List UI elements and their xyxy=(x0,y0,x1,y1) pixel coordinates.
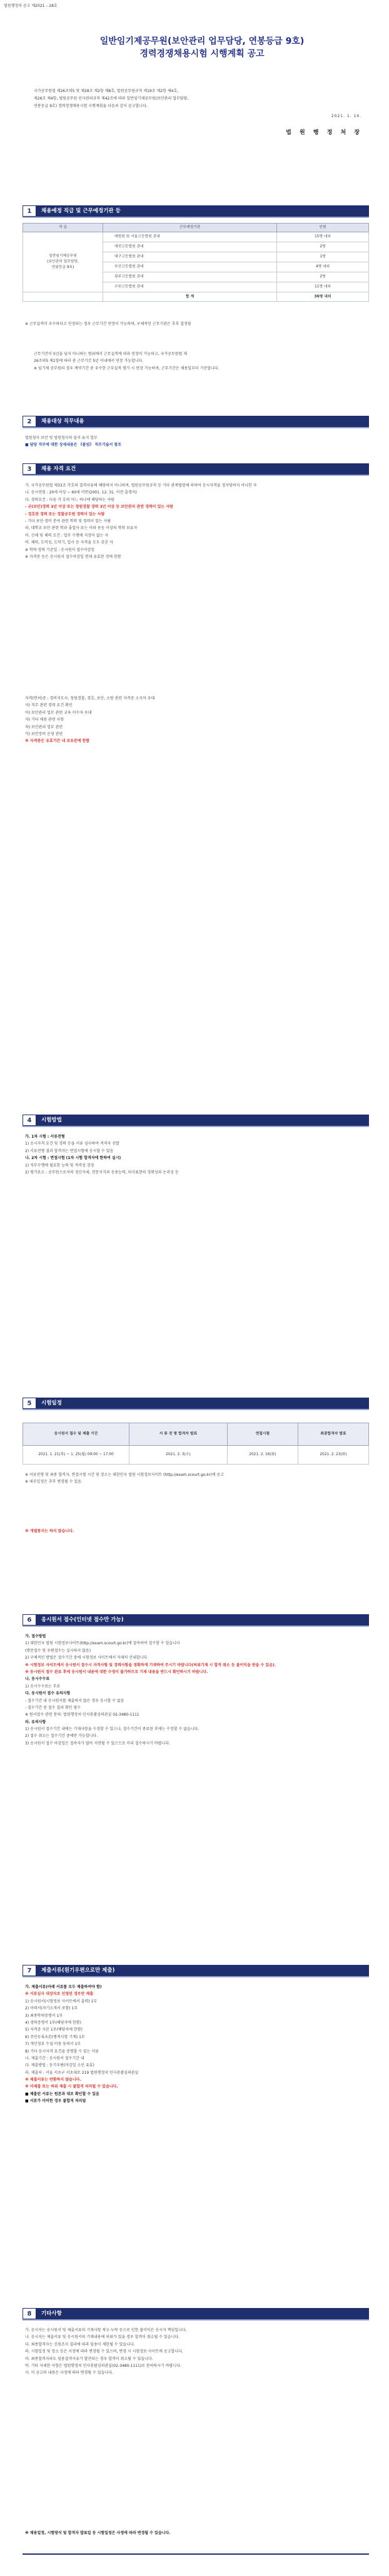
grade-line: 연봉등급 9호) xyxy=(51,265,74,270)
section-number: 3 xyxy=(23,463,36,475)
count-cell: 2명 xyxy=(277,272,369,282)
section-label: 제출서류(원기우편으로만 제출) xyxy=(41,1967,115,1974)
agency-cell: 광주고등법원 관내 xyxy=(103,272,277,282)
s5-notice: ※ 개별통지는 하지 않습니다. xyxy=(25,1529,74,1533)
s3-qual-line: ※ 자격증은 유효기간 내 보유분에 한함 xyxy=(25,739,90,744)
s3-line: 다. 경력요건 : 다음 각 호의 어느 하나에 해당하는 사람 xyxy=(25,497,114,502)
s6-line: 라. 유의사항 xyxy=(25,1719,46,1724)
s1-paragraph xyxy=(34,351,369,372)
intro-line: 제26조 제4항, 법원공무원 인사관리규칙 제42조에 따라 일반임기제공무원(보안관리 업무담당, xyxy=(34,96,189,101)
agency-cell: 대법원 및 서울고등법원 관내 xyxy=(103,232,277,242)
s2-line: ■ 담당 직무에 대한 상세내용은 《붙임》 직무기술서 참조 xyxy=(25,443,122,448)
th-document-result: 서 류 전 형 합격자 발표 xyxy=(129,1423,228,1446)
s8-body xyxy=(25,2327,369,2377)
s6-line: - 접수기간 중 접수 결과 확인 필수 xyxy=(25,1705,81,1710)
section-header-7 xyxy=(23,1965,369,1977)
title-line-1: 일반임기제공무원(보안관리 업무담당, 연봉등급 9호) xyxy=(99,36,305,46)
s3-qualification xyxy=(25,695,369,745)
s6-line: 2) 구체적인 방법은 접수기간 중에 시험정보 사이트에서 자세히 안내합니다. xyxy=(25,1656,149,1661)
section-label: 채용예정 직급 및 근무예정기관 등 xyxy=(41,208,121,214)
count-cell: 11명 내외 xyxy=(277,282,369,292)
s8-line: 마. 최종합격자라도 임용결격사유가 발견되는 경우 합격이 취소될 수 있습니다. xyxy=(25,2356,153,2361)
s6-line: - 접수기간 내 응시원서를 제출하지 않은 경우 응시할 수 없음 xyxy=(25,1698,124,1703)
count-cell: 4명 내외 xyxy=(277,262,369,272)
s3-qual-line: 자격(면허)증 : 경비지도사, 청원경찰, 경호, 보안, 소방 관련 자격증 소지자 우대 xyxy=(25,696,155,701)
s3-line: - 경호관 경력 또는 경찰공무원 경력이 있는 사람 xyxy=(25,512,105,517)
table-row xyxy=(23,1446,369,1465)
notice-number: 법원행정처 공고 제2021 – 28호 xyxy=(4,4,58,8)
s4-line: 가. 1차 시험 : 서류전형 xyxy=(25,1135,65,1139)
total-row xyxy=(23,292,369,302)
s7-line: 8) 기타 응시자격 요건을 증명할 수 있는 서류 xyxy=(25,2049,99,2054)
schedule-cell: 2021. 2. 16(화) xyxy=(227,1446,298,1465)
s3-line: ※ 학력·경력 기준일 : 응시원서 접수마감일 xyxy=(25,547,95,552)
schedule-cell: 2021. 2. 23(화) xyxy=(298,1446,368,1465)
section-header-4 xyxy=(23,1115,369,1127)
s7-line: 7) 개인정보 수집·이용 동의서 1부 xyxy=(25,2042,81,2047)
intro-line: 연봉등급 9호) 경력경쟁채용시험 시행계획을 다음과 같이 공고합니다. xyxy=(34,104,148,108)
s7-line: 5) 자격증 사본 1부(해당자에 한함) xyxy=(25,2027,83,2032)
section-label: 시험방법 xyxy=(41,1117,62,1123)
section-number: 6 xyxy=(23,1614,36,1625)
grade-cell xyxy=(23,232,103,292)
section-number: 1 xyxy=(23,205,36,217)
s7-line: ※ 제출서류는 반환하지 않습니다. xyxy=(25,2078,81,2083)
s7-line: 1) 응시원서(시험정보 사이트에서 출력) 1부 xyxy=(25,1999,98,2004)
s1-line: ※ 임기제 공무원의 경우 계약기간 중 우수한 근무실적 평가 시 연장 가능하며, 근무기간은 채용일부터 기산합니다. xyxy=(34,366,220,371)
schedule-cell: 2021. 2. 3(수) xyxy=(129,1446,228,1465)
section-label: 응시원서 접수(인터넷 접수만 가능) xyxy=(41,1617,124,1623)
s7-line: 라. 제출처 : 서울 서초구 서초대로 219 법원행정처 인사총괄심의관실 xyxy=(25,2070,139,2075)
s3-line: ※ 자격증 등은 응시원서 접수마감일 현재 유효한 것에 한함 xyxy=(25,554,121,559)
s4-body xyxy=(25,1133,369,1176)
section-label: 시험일정 xyxy=(41,1400,62,1406)
th-agency: 근무예정기관 xyxy=(103,224,277,232)
s7-body xyxy=(25,1984,369,2105)
section-label: 기타사항 xyxy=(41,2311,62,2317)
positions-table xyxy=(23,223,369,302)
s5-notes xyxy=(25,1471,369,1486)
agency-cell: 대구고등법원 관내 xyxy=(103,252,277,262)
s6-line: 3) 응시원서 접수 마감일은 접속자가 많아 지연될 수 있으므로 미리 접수하시기 바랍니다. xyxy=(25,1741,170,1746)
count-cell: 2명 xyxy=(277,242,369,252)
s3-line: 바. 체력, 도덕성, 도덕기, 입사 등 자격을 모두 갖춘 자 xyxy=(25,540,113,545)
s8-line: 가. 응시자는 응시원서 및 제출서류의 기재사항 착오·누락 등으로 인한 불이익은 응시자 책임입니다. xyxy=(25,2328,187,2332)
th-interview: 면접시험 xyxy=(227,1423,298,1446)
section-label: 채용대상 직무내용 xyxy=(41,418,84,425)
section-header-3 xyxy=(23,463,369,476)
s3-qual-line: 카) 보안장비 운영 관련 xyxy=(25,731,63,736)
schedule-table xyxy=(23,1423,369,1465)
s3-line: 마. 신체 및 체력 조건 : 업무 수행에 지장이 없는 자 xyxy=(25,533,109,538)
s3-qual-line: 차) 보안관리 업무 관련 xyxy=(25,724,63,729)
count-cell: 1명 xyxy=(277,252,369,262)
s7-line: 가. 제출서류(아래 서류를 모두 제출하여야 함) xyxy=(25,1985,102,1989)
agency-cell: 대전고등법원 관내 xyxy=(103,242,277,252)
count-cell: 15명 내외 xyxy=(277,232,369,242)
s5-note: ※ 서류전형 및 최종 합격자, 면접시험 시간 및 장소는 대한민국 법원 시험정보사이트 (http://exam.scourt.go.kr)에 공고 xyxy=(25,1473,224,1477)
s7-line: 3) 최종학력증명서 1부 xyxy=(25,2013,63,2018)
section-number: 8 xyxy=(23,2308,36,2319)
s6-line: (방문접수 및 우편접수는 실시하지 않음) xyxy=(25,1648,91,1653)
s1-line: 근무기간이 5년을 넘지 아니하는 범위에서 근무실적에 따라 연장이 가능하고, 국가공무원법 제 xyxy=(34,352,188,356)
total-count: 36명 내외 xyxy=(277,292,369,302)
s3-line: 라. 대학교 보안 관련 학과 졸업자 또는 이와 동등 이상의 학력 보유자 xyxy=(25,526,138,531)
agency-cell: 수원고등법원 관내 xyxy=(103,282,277,292)
s7-line: ■ 서류가 미비한 경우 불합격 처리됨 xyxy=(25,2099,86,2104)
s3-qual-line: 사) 직무 관련 경력 요건 확인 xyxy=(25,703,73,708)
s3-qual-line: 자) 기타 채용 관련 사항 xyxy=(25,718,64,723)
s6-line: ※ 시험정보 사이트에서 응시원서 접수시 자격사항 및 경력사항을 정확하게 기재하여 주시기 바랍니다(허위기재 시 합격 취소 등 불이익을 받을 수 있음). xyxy=(25,1662,276,1667)
s6-line: 가. 접수방법 xyxy=(25,1634,46,1639)
title-line-2: 경력경쟁채용시험 시행계획 공고 xyxy=(139,49,265,59)
s8-line: 라. 시험일정 및 장소 등은 사정에 따라 변경될 수 있으며, 변경 시 시험정보 사이트에 공고합니다. xyxy=(25,2349,183,2354)
s6-body xyxy=(25,1633,369,1747)
s3-line: - 기타 보안·경비 분야 관련 학력 및 경력이 있는 사람 xyxy=(25,518,111,523)
closing-note: ※ 채용일정, 시험방식 및 합격자 발표일 등 시험일정은 사정에 따라 변경될 수 있습니다. xyxy=(25,2531,171,2535)
s8-line: 바. 기타 자세한 사항은 법원행정처 인사총괄심의관실(02-3480-1111)로 문의하시기 바랍니다. xyxy=(25,2363,181,2368)
section-header-1 xyxy=(23,205,369,218)
notice-title xyxy=(74,35,330,61)
s8-line: 나. 응시자는 제출서류 및 응시원서의 기재내용에 허위가 있을 경우 합격이 취소될 수 있습니다. xyxy=(25,2335,179,2340)
th-application: 응시원서 접수 및 제출 기간 xyxy=(23,1423,129,1446)
total-label: 합 계 xyxy=(103,292,277,302)
s4-line: 1) 직무수행에 필요한 능력 및 적격성 검정 xyxy=(25,1163,94,1168)
s6-line: 1) 대한민국 법원 시험정보사이트(http://exam.scourt.go.kr)에 접속하여 접수할 수 있습니다 xyxy=(25,1641,180,1646)
section-number: 5 xyxy=(23,1398,36,1409)
s7-line: 다. 제출방법 : 등기우편(마감일 소인 유효) xyxy=(25,2063,94,2068)
intro-paragraph xyxy=(34,88,371,110)
s1-line: 26조의5 제1항에 따라 총 근무기간 5년 이내에서 연장 가능합니다. xyxy=(34,359,144,364)
s1-note: ※ 근무실적이 우수하다고 인정되는 경우 근무기간 연장이 가능하며, 구체적인 근무기관은 추후 결정됨 xyxy=(25,322,191,326)
s2-body xyxy=(25,435,369,449)
s6-line: 다. 응시원서 접수 유의사항 xyxy=(25,1691,71,1696)
th-grade: 직 급 xyxy=(23,224,103,232)
s3-line: 나. 응시연령 : 20세 이상 ~ 60세 미만(2001. 12. 31. 이전 출생자) xyxy=(25,490,137,495)
s3-qual-line: 아) 보안관리 업무 관련 교육 이수자 우대 xyxy=(25,710,92,715)
s7-line: ※ 서류심사 대상자로 선정된 경우만 제출 xyxy=(25,1992,94,1997)
s4-line: 2) 서류전형 결과 합격자는 면접시험에 응시할 수 있음 xyxy=(25,1148,114,1153)
section-number: 2 xyxy=(23,416,36,427)
th-final-result: 최종합격자 발표 xyxy=(298,1423,368,1446)
s6-line: 나. 응시수수료 xyxy=(25,1677,50,1682)
section-header-8 xyxy=(23,2308,369,2321)
s7-line: 나. 제출기간 : 응시원서 접수기간 내 xyxy=(25,2056,84,2061)
s3-line: 가. 국가공무원법 제33조 각호의 결격사유에 해당하지 아니하며, 법원공무원규칙 등 기타 관계법령에 의하여 응시자격을 정지당하지 아니한 자 xyxy=(25,483,257,488)
s2-line: 법원청사 보안 및 법원청사의 질서 유지 업무 xyxy=(25,436,98,440)
s4-line: 나. 2차 시험 : 면접시험 (1차 시험 합격자에 한하여 실시) xyxy=(25,1156,121,1161)
notice-date: 2021. 1. 14. xyxy=(331,114,361,118)
s7-line: 6) 주민등록초본(병적사항 기재) 1부 xyxy=(25,2034,85,2039)
s8-line: 다. 최종합격자는 신원조사 결과에 따라 임용이 제한될 수 있습니다. xyxy=(25,2342,135,2347)
section-header-6 xyxy=(23,1614,369,1627)
section-header-2 xyxy=(23,416,369,428)
intro-line: 국가공무원법 제26조의5 및 제28조 제2항 제8호, 법원공무원규칙 제19조 제2항 제4호, xyxy=(34,89,179,93)
s7-line: ※ 미제출 또는 허위 제출 시 불합격 처리될 수 있습니다. xyxy=(25,2084,118,2089)
s6-line: 2) 접수 취소는 접수기간 중에만 가능합니다. xyxy=(25,1734,98,1739)
agency-signature: 법 원 행 정 처 장 xyxy=(286,130,363,136)
s4-line: 2) 평가요소 : 공무원으로서의 정신자세, 전문지식과 응용능력, 의사표현의 정확성과 논리성 등 xyxy=(25,1170,179,1175)
s6-line: 1) 응시수수료는 무료 xyxy=(25,1684,61,1689)
s3-line: - 군(보안)경력 3년 이상 또는 청원경찰 경력 3년 이상 등 보안관리 관련 경력이 있는 사람 xyxy=(25,505,173,510)
th-count: 인원 xyxy=(277,224,369,232)
section-number: 7 xyxy=(23,1965,36,1976)
bottom-divider xyxy=(23,2553,369,2555)
total-empty xyxy=(23,292,103,302)
grade-line: 일반임기제공무원 xyxy=(49,254,77,258)
s6-line: 1) 응시원서 접수기간 내에는 기재사항을 수정할 수 있으나, 접수기간이 종료된 후에는 수정할 수 없습니다. xyxy=(25,1727,200,1732)
s6-line: ※ 응시원서 접수 완료 후에 응시원서 내용에 대한 수정이 불가하므로 기재 내용을 반드시 확인하시기 바랍니다. xyxy=(25,1669,208,1674)
section-header-5 xyxy=(23,1398,369,1410)
s7-line: ■ 제출된 서류는 원본과 대조 확인할 수 있음 xyxy=(25,2091,99,2096)
s3-body xyxy=(25,482,369,560)
s5-note: ※ 세부일정은 추후 변경될 수 있음 xyxy=(25,1480,81,1485)
s4-line: 1) 응시자격 요건 및 경력 등을 서류 심사하여 적격자 선발 xyxy=(25,1141,119,1146)
s7-line: 4) 경력증명서 1부(해당자에 한함) xyxy=(25,2020,81,2025)
s7-line: 2) 이력서(자기소개서 포함) 1부 xyxy=(25,2006,78,2011)
section-number: 4 xyxy=(23,1115,36,1126)
schedule-cell: 2021. 1. 21(목) ~ 1. 25(월) 09:00 ~ 17:00 xyxy=(23,1446,129,1465)
s6-line: ※ 원서접수 관련 문의: 법원행정처 인사총괄심의관실 02-3480-1111 xyxy=(25,1713,139,1718)
agency-cell: 부산고등법원 관내 xyxy=(103,262,277,272)
grade-line: (보안관리 업무담당, xyxy=(47,259,79,264)
table-row xyxy=(23,232,369,242)
section-label: 채용 자격 요건 xyxy=(41,466,76,472)
s8-line: 사. 이 공고의 내용은 사정에 따라 변경될 수 있습니다. xyxy=(25,2371,113,2376)
